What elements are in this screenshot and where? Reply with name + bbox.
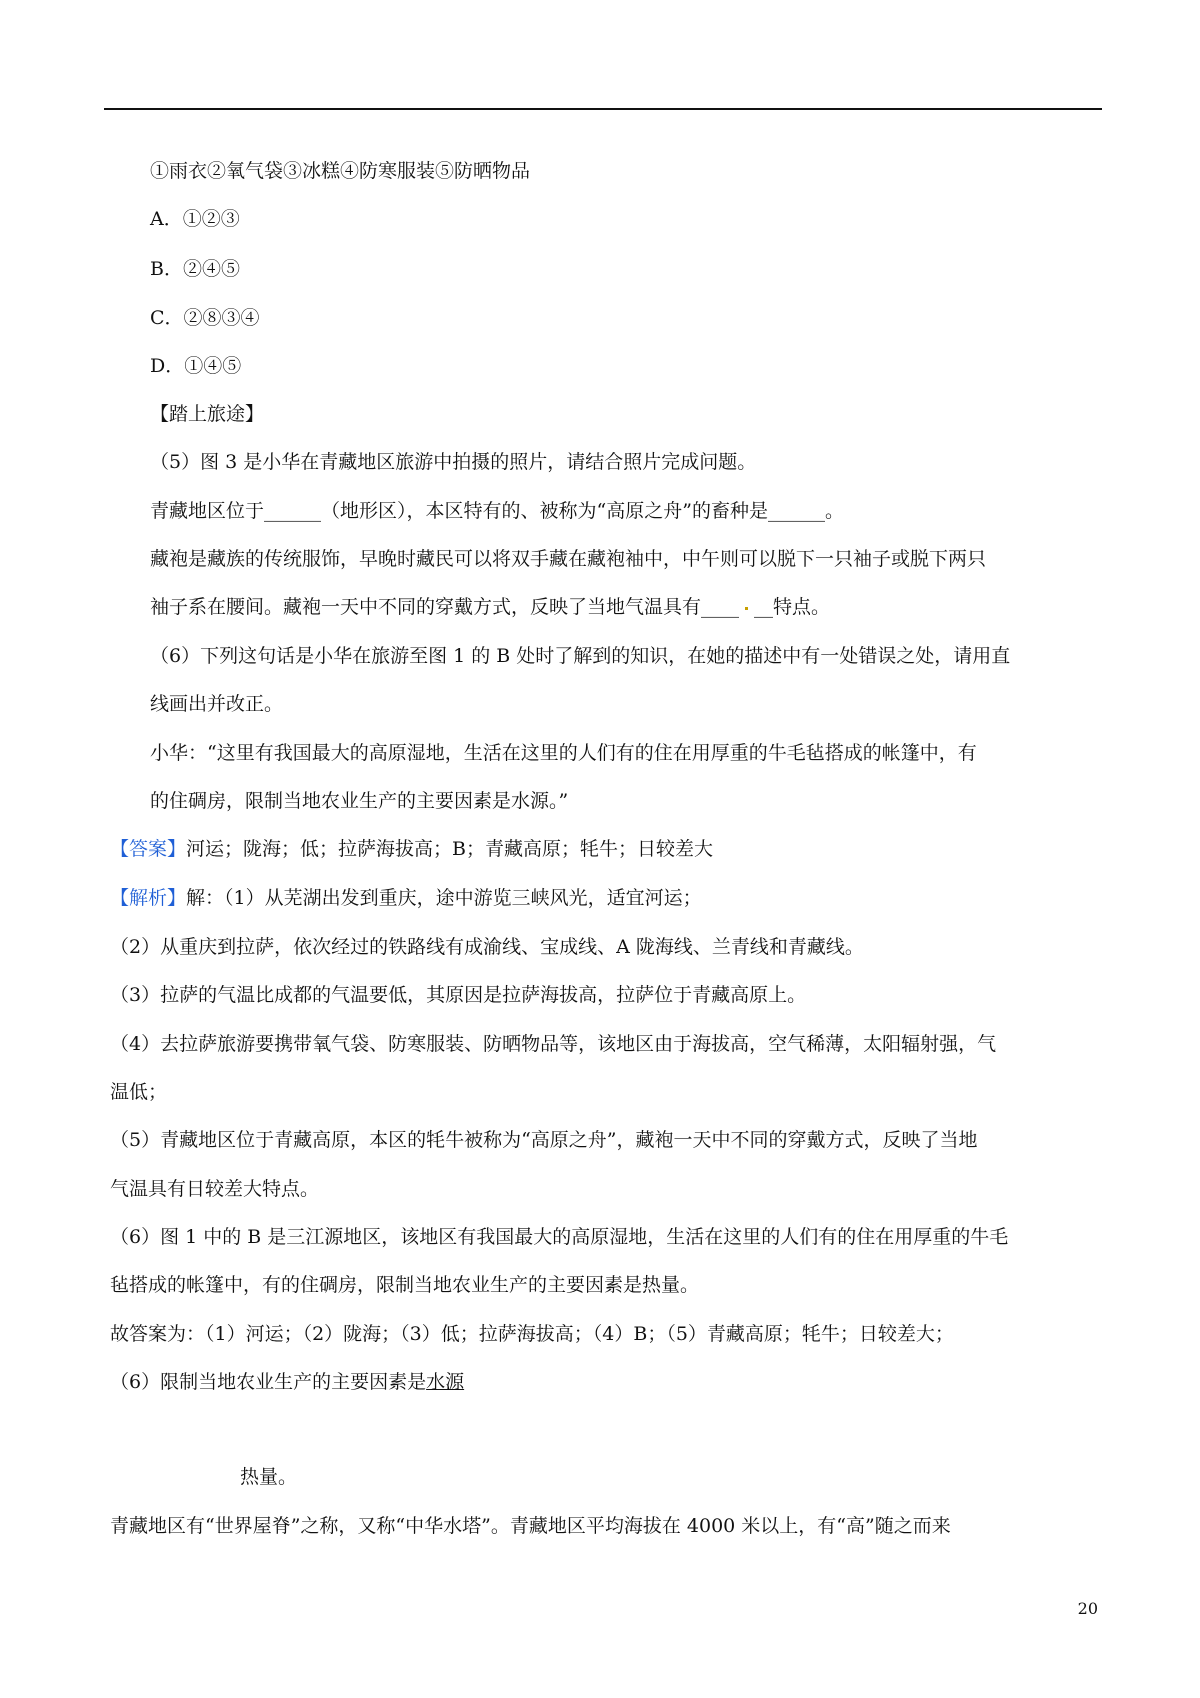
analysis-line-5b: 气温具有日较差大特点。 xyxy=(110,1178,320,1200)
item-list: ①雨衣②氧气袋③冰糕④防寒服装⑤防晒物品 xyxy=(150,160,531,182)
option-c: C．②⑧③④ xyxy=(150,307,260,329)
question-5a: 青藏地区位于______（地形区），本区特有的、被称为“高原之舟”的畜种是______。 xyxy=(150,500,844,522)
final-answer-2: （6）限制当地农业生产的主要因素是水源 xyxy=(110,1371,465,1393)
question-6b: 线画出并改正。 xyxy=(150,693,284,715)
analysis-tag: 【解析】 xyxy=(110,887,187,909)
answer-text: 河运；陇海；低；拉萨海拔高；B；青藏高原；牦牛；日较差大 xyxy=(186,838,713,860)
underlined-term: 水源 xyxy=(426,1371,465,1393)
analysis-line-5: （5）青藏地区位于青藏高原，本区的牦牛被称为“高原之舟”，藏袍一天中不同的穿戴方式，反映了当地 xyxy=(110,1129,978,1151)
option-d: D．①④⑤ xyxy=(150,355,242,377)
analysis-line-6: （6）图 1 中的 B 是三江源地区，该地区有我国最大的高原湿地，生活在这里的人们有的住在用厚重的牛毛 xyxy=(110,1226,1009,1248)
analysis-line-4: （4）去拉萨旅游要携带氧气袋、防寒服装、防晒物品等，该地区由于海拔高，空气稀薄，太阳辐射强，气 xyxy=(110,1033,997,1055)
question-5b: 藏袍是藏族的传统服饰，早晚时藏民可以将双手藏在藏袍袖中，中午则可以脱下一只袖子或脱下两只 xyxy=(150,548,987,570)
cursor-mark xyxy=(745,607,748,610)
option-b: B．②④⑤ xyxy=(150,258,240,280)
final-answer: 故答案为：（1）河运；（2）陇海；（3）低；拉萨海拔高；（4）B；（5）青藏高原；牦牛；日较差大； xyxy=(110,1323,954,1345)
option-a: A．①②③ xyxy=(150,208,240,230)
correction-text: 热量。 xyxy=(240,1466,298,1488)
analysis-line-6b: 毡搭成的帐篷中，有的住碉房，限制当地农业生产的主要因素是热量。 xyxy=(110,1274,700,1296)
quote-line-1: 小华：“这里有我国最大的高原湿地，生活在这里的人们有的住在用厚重的牛毛毡搭成的帐篷中，有 xyxy=(150,742,977,764)
header-rule xyxy=(104,108,1102,110)
question-5c: 袖子系在腰间。藏袍一天中不同的穿戴方式，反映了当地气温具有____ __特点。 xyxy=(150,596,831,618)
analysis-line-4b: 温低； xyxy=(110,1081,168,1103)
section-heading: 【踏上旅途】 xyxy=(150,403,265,425)
question-6: （6）下列这句话是小华在旅游至图 1 的 B 处时了解到的知识，在她的描述中有一处错误之处，请用直 xyxy=(150,645,1011,667)
analysis-line-1: 【解析】解：（1）从芜湖出发到重庆，途中游览三峡风光，适宜河运； xyxy=(110,887,702,909)
extra-paragraph: 青藏地区有“世界屋脊”之称，又称“中华水塔”。青藏地区平均海拔在 4000 米以上，有“高”随之而来 xyxy=(110,1515,951,1537)
answer-line xyxy=(110,836,713,862)
page-number: 20 xyxy=(1077,1599,1098,1618)
answer-tag: 【答案】 xyxy=(110,838,187,860)
question-5: （5）图 3 是小华在青藏地区旅游中拍摄的照片，请结合照片完成问题。 xyxy=(150,451,757,473)
analysis-line-2: （2）从重庆到拉萨，依次经过的铁路线有成渝线、宝成线、A 陇海线、兰青线和青藏线。 xyxy=(110,936,864,958)
analysis-line-3: （3）拉萨的气温比成都的气温要低，其原因是拉萨海拔高，拉萨位于青藏高原上。 xyxy=(110,984,807,1006)
quote-line-2: 的住碉房，限制当地农业生产的主要因素是水源。” xyxy=(150,790,569,812)
